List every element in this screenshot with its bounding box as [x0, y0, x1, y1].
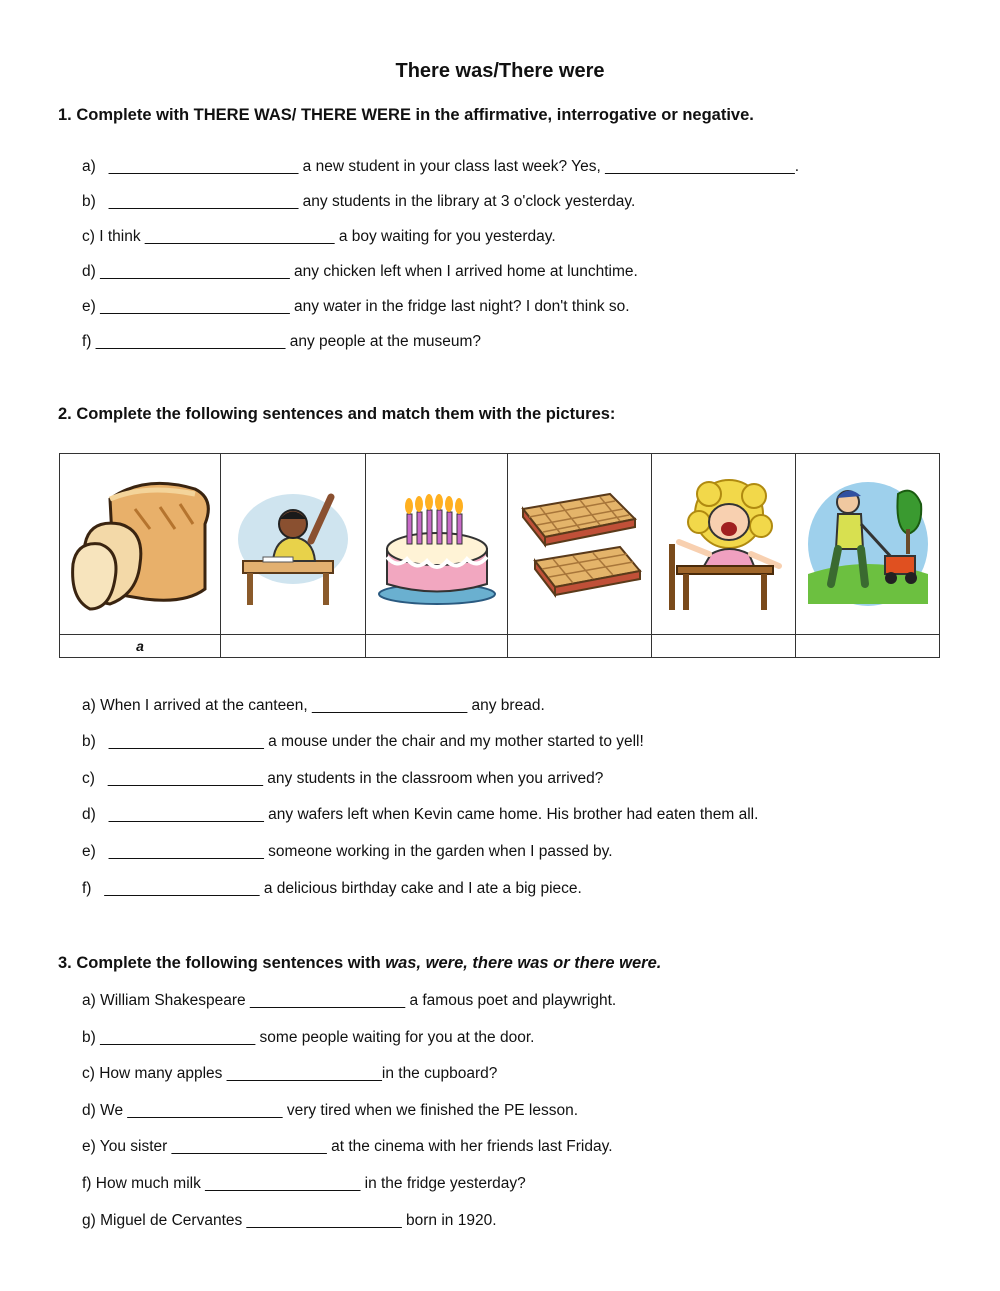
bread-loaf-image: [65, 469, 215, 619]
answer-cell-6[interactable]: [796, 635, 940, 658]
section3-item-g: g) Miguel de Cervantes __________________ born in 1920.: [82, 1212, 497, 1229]
picture-cell-girl: [652, 454, 796, 635]
picture-cell-bread: [60, 454, 221, 635]
section1-item-f: f) ______________________ any people at the museum?: [82, 333, 482, 350]
section1-item-d: d) ______________________ any chicken left when I arrived home at lunchtime.: [82, 263, 638, 280]
picture-cell-gardener: [796, 454, 940, 635]
section3-item-f: f) How much milk __________________ in the fridge yesterday?: [82, 1175, 526, 1192]
student-raising-hand-image: [233, 479, 353, 609]
page-title: There was/There were: [395, 60, 605, 82]
answer-cell-5[interactable]: [652, 635, 796, 658]
section2-item-c: c) __________________ any students in the classroom when you arrived?: [82, 770, 604, 787]
picture-cell-student: [221, 454, 366, 635]
answer-cell-4[interactable]: [508, 635, 652, 658]
section2-item-b: b) __________________ a mouse under the chair and my mother started to yell!: [82, 733, 644, 750]
section1-item-a: a) ______________________ a new student in your class last week? Yes, ______________________.: [82, 158, 800, 175]
picture-table: [59, 453, 940, 658]
section3-item-a: a) William Shakespeare __________________ a famous poet and playwright.: [82, 992, 617, 1009]
section1-item-b: b) ______________________ any students in the library at 3 o'clock yesterday.: [82, 193, 636, 210]
screaming-girl-on-chair-image: [659, 474, 789, 614]
section3-item-c: c) How many apples __________________in the cupboard?: [82, 1065, 498, 1082]
section3-item-d: d) We __________________ very tired when we finished the PE lesson.: [82, 1102, 579, 1119]
section1-heading: 1. Complete with THERE WAS/ THERE WERE in the affirmative, interrogative or negative.: [58, 106, 754, 124]
section2-item-a: a) When I arrived at the canteen, __________________ any bread.: [82, 697, 545, 714]
answer-cell-2[interactable]: [221, 635, 366, 658]
section1-item-c: c) I think ______________________ a boy waiting for you yesterday.: [82, 228, 556, 245]
picture-cell-cake: [366, 454, 508, 635]
wafers-image: [515, 479, 645, 609]
section3-heading-italic: was, were, there was or there were.: [385, 954, 662, 972]
answer-cell-1[interactable]: a: [60, 635, 221, 658]
section2-item-f: f) __________________ a delicious birthday cake and I ate a big piece.: [82, 880, 582, 897]
section3-heading-prefix: 3. Complete the following sentences with: [58, 954, 386, 972]
section3-item-b: b) __________________ some people waiting for you at the door.: [82, 1029, 535, 1046]
picture-cell-wafers: [508, 454, 652, 635]
section2-item-e: e) __________________ someone working in the garden when I passed by.: [82, 843, 613, 860]
section3-heading: [58, 954, 661, 973]
section2-item-d: d) __________________ any wafers left when Kevin came home. His brother had eaten them all.: [82, 806, 759, 823]
section2-heading: 2. Complete the following sentences and match them with the pictures:: [58, 405, 616, 423]
answer-cell-3[interactable]: [366, 635, 508, 658]
section3-item-e: e) You sister __________________ at the cinema with her friends last Friday.: [82, 1138, 613, 1155]
birthday-cake-image: [372, 479, 502, 609]
section1-item-e: e) ______________________ any water in the fridge last night? I don't think so.: [82, 298, 630, 315]
man-mowing-lawn-image: [803, 474, 933, 614]
